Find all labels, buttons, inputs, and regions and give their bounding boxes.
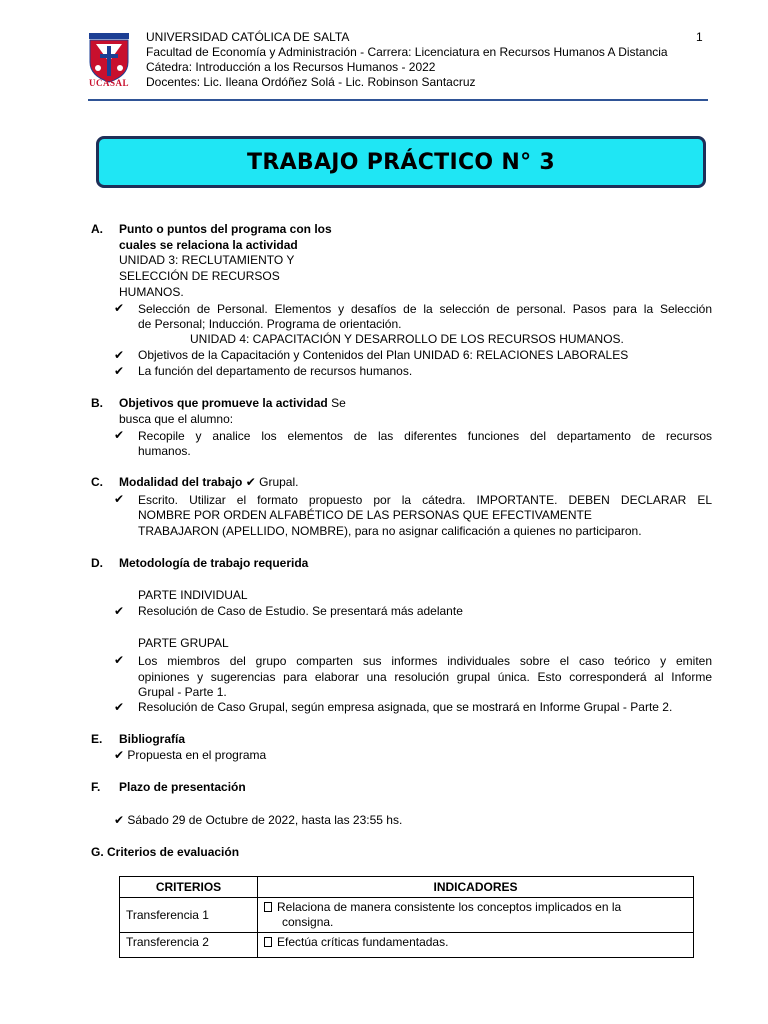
section-d-individual-title: PARTE INDIVIDUAL (138, 588, 248, 602)
table-row (120, 933, 694, 958)
section-a-unit-2: SELECCIÓN DE RECURSOS (119, 269, 280, 283)
section-d-group-title: PARTE GRUPAL (138, 636, 229, 650)
section-a-bullet-1-line-1: Selección de Personal. Elementos y desafíos de la selección de personal. Pasos para la Selección (138, 302, 712, 316)
section-c-heading: Modalidad del trabajo (119, 475, 243, 489)
check-icon: ✔ (114, 813, 125, 827)
section-e-heading: Bibliografía (119, 732, 186, 746)
document-header (146, 30, 706, 90)
section-b-line-2: busca que el alumno: (119, 412, 234, 426)
section-d-group-bullet-1-line-2: opiniones y sugerencias para elaborar una resolución grupal única. Esto corresponderá al Informe (138, 670, 712, 684)
teachers-line: Docentes: Lic. Ileana Ordóñez Solá - Lic. Robinson Santacruz (146, 75, 476, 89)
section-d-individual-bullet: Resolución de Caso de Estudio. Se presentará más adelante (138, 604, 463, 618)
check-icon: ✔ (245, 475, 256, 489)
check-icon: ✔ (114, 492, 125, 506)
university-name: UNIVERSIDAD CATÓLICA DE SALTA (146, 30, 350, 44)
section-b-heading-line (119, 396, 346, 410)
criterion-cell: Transferencia 2 (120, 933, 258, 958)
table-header-row (120, 877, 694, 898)
indicator-cell (258, 933, 694, 958)
criteria-table (119, 876, 694, 958)
check-icon: ✔ (114, 428, 125, 442)
section-e-bullet-1-line (114, 748, 266, 762)
indicator-line-2: consigna. (282, 915, 334, 929)
indicator-line-1: Relaciona de manera consistente los conceptos implicados en la (277, 900, 622, 914)
square-bullet-icon (264, 902, 272, 912)
check-icon: ✔ (114, 301, 125, 315)
section-b-letter: B. (91, 396, 103, 410)
section-f-heading: Plazo de presentación (119, 780, 246, 794)
section-e-bullet-1: Propuesta en el programa (127, 748, 267, 762)
section-d-group-bullet-2: Resolución de Caso Grupal, según empresa asignada, que se mostrará en Informe Grupal - Parte 2. (138, 700, 673, 714)
section-b-bullet-1-line-2: humanos. (138, 444, 191, 458)
table-row (120, 898, 694, 933)
section-a-unit-4: UNIDAD 4: CAPACITACIÓN Y DESARROLLO DE LOS RECURSOS HUMANOS. (190, 332, 624, 346)
section-d-letter: D. (91, 556, 103, 570)
section-c-bullet-1-line-3: TRABAJARON (APELLIDO, NOMBRE), para no asignar calificación a quienes no participaron. (138, 524, 642, 538)
indicator-cell (258, 898, 694, 933)
check-icon: ✔ (114, 653, 125, 667)
section-c-heading-tail: Grupal. (259, 475, 299, 489)
section-f-letter: F. (91, 780, 101, 794)
check-icon: ✔ (114, 700, 125, 714)
indicator-line-1: Efectúa críticas fundamentadas. (277, 935, 449, 949)
section-d-heading: Metodología de trabajo requerida (119, 556, 309, 570)
section-a-bullet-1-line-2: de Personal; Inducción. Programa de orientación. (138, 317, 402, 331)
section-a-heading-2: cuales se relaciona la actividad (119, 238, 298, 252)
section-g-heading: G. Criterios de evaluación (91, 845, 240, 859)
table-header-criterios: CRITERIOS (120, 877, 258, 898)
logo-text: UCASAL (88, 78, 129, 88)
check-icon: ✔ (114, 748, 125, 762)
section-c-heading-line (119, 475, 298, 489)
ucasal-logo (88, 32, 130, 84)
section-a-bullet-2: Objetivos de la Capacitación y Contenidos del Plan UNIDAD 6: RELACIONES LABORALES (138, 348, 629, 362)
header-divider (88, 99, 708, 101)
chair-line: Cátedra: Introducción a los Recursos Humanos - 2022 (146, 60, 436, 74)
section-a-bullet-3: La función del departamento de recursos humanos. (138, 364, 413, 378)
title-box (96, 136, 706, 188)
check-icon: ✔ (114, 348, 125, 362)
section-b-heading-tail: Se (327, 396, 346, 410)
section-a-letter: A. (91, 222, 103, 236)
section-a-unit-3: HUMANOS. (119, 285, 184, 299)
document-title: TRABAJO PRÁCTICO N° 3 (247, 149, 555, 175)
section-d-group-bullet-1-line-3: Grupal - Parte 1. (138, 685, 227, 699)
section-c-bullet-1-line-1: Escrito. Utilizar el formato propuesto por la cátedra. IMPORTANTE. DEBEN DECLARAR EL (138, 493, 712, 507)
section-c-bullet-1-line-2: NOMBRE POR ORDEN ALFABÉTICO DE LAS PERSONAS QUE EFECTIVAMENTE (138, 508, 592, 522)
section-c-letter: C. (91, 475, 103, 489)
section-f-bullet-1-line (114, 813, 402, 827)
section-f-bullet-1: Sábado 29 de Octubre de 2022, hasta las 23:55 hs. (127, 813, 403, 827)
faculty-line: Facultad de Economía y Administración - Carrera: Licenciatura en Recursos Humanos A Distancia (146, 45, 668, 59)
table-header-indicadores: INDICADORES (258, 877, 694, 898)
check-icon: ✔ (114, 364, 125, 378)
section-a-heading-1: Punto o puntos del programa con los (119, 222, 332, 236)
section-b-heading: Objetivos que promueve la actividad (119, 396, 328, 410)
section-a-unit-1: UNIDAD 3: RECLUTAMIENTO Y (119, 253, 295, 267)
section-b-bullet-1-line-1: Recopile y analice los elementos de las diferentes funciones del departamento de recursos (138, 429, 712, 443)
section-d-group-bullet-1-line-1: Los miembros del grupo comparten sus informes individuales sobre el caso teórico y emiten (138, 654, 712, 668)
check-icon: ✔ (114, 604, 125, 618)
page-number: 1 (696, 30, 703, 44)
square-bullet-icon (264, 937, 272, 947)
section-e-letter: E. (91, 732, 103, 746)
criterion-cell: Transferencia 1 (120, 898, 258, 933)
